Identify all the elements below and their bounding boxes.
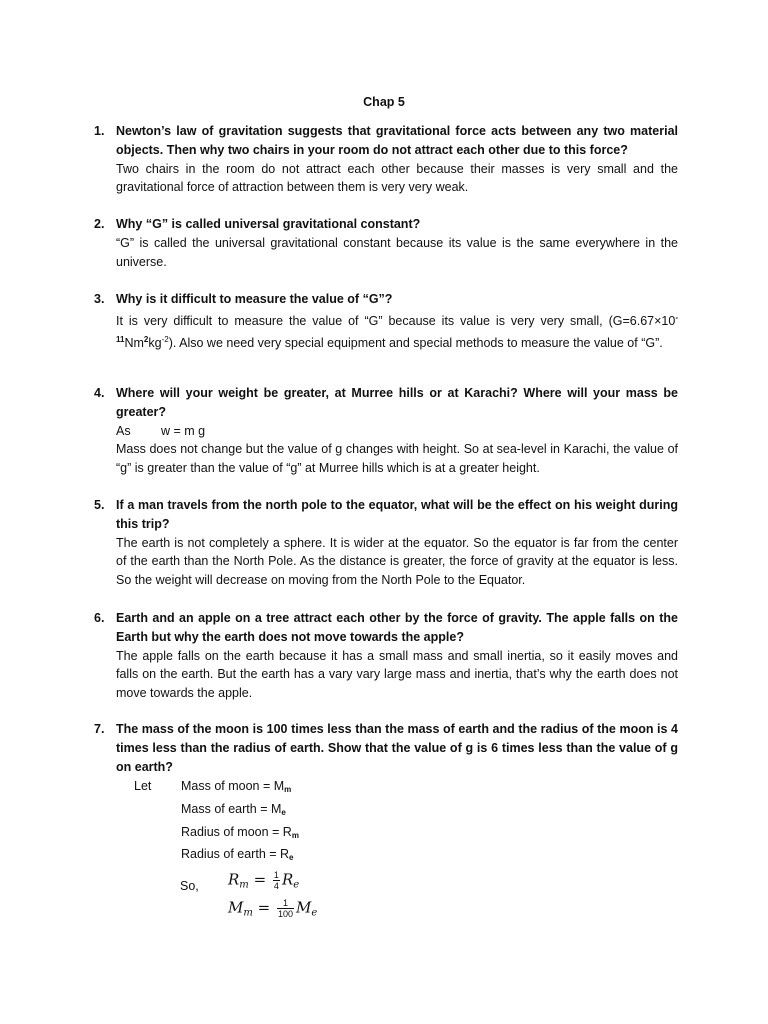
definition-subscript: m	[291, 830, 299, 840]
equation-radius	[228, 870, 299, 895]
question-number: 7.	[94, 722, 105, 736]
eq-lhs-subscript: m	[239, 879, 249, 891]
answer-text: The apple falls on the earth because it has a small mass and small inertia, so it easily moves and falls on the earth. But the earth has a vary vary large mass and inertia, that’s why the earth does not move towards the apple.	[116, 648, 678, 701]
question-7	[94, 720, 678, 776]
question-3	[94, 290, 678, 352]
answer-text: The earth is not completely a sphere. It is wider at the equator. So the equator is far from the center of the earth than the North Pole. As the distance is greater, the force of gravity at the equator is less. So the weight will decrease on moving from the North Pole to the Equator.	[116, 535, 678, 588]
question-text: The mass of the moon is 100 times less than the mass of earth and the radius of the moon is 4 times less than the radius of earth. Show that the value of g is 6 times less than the value of g on earth?	[116, 722, 678, 774]
eq-rhs-subscript: e	[311, 907, 318, 919]
question-text: Earth and an apple on a tree attract each other by the force of gravity. The apple falls on the Earth but why the earth does not move towards the apple?	[116, 611, 678, 644]
formula-close: )	[168, 335, 173, 350]
question-1	[94, 122, 678, 197]
variable-definitions	[181, 777, 299, 868]
exponent-3: -2	[161, 334, 169, 344]
eq-rhs-subscript: e	[293, 879, 300, 891]
definition-text: Radius of earth = R	[181, 847, 290, 862]
question-number: 4.	[94, 386, 105, 400]
fraction-numerator: 1	[273, 870, 279, 880]
fraction	[277, 898, 294, 919]
definition-subscript: e	[289, 853, 294, 863]
unit-kg: kg	[148, 335, 162, 350]
as-line	[116, 422, 678, 441]
answer-text: “G” is called the universal gravitational constant because its value is the same everywhere in the universe.	[116, 235, 678, 269]
unit-nm: Nm	[124, 335, 144, 350]
answer-text: Two chairs in the room do not attract each other because their masses is very small and the gravitational force of attraction between them is very very weak.	[116, 161, 678, 195]
answer-text: Mass does not change but the value of g changes with height. So at sea-level in Karachi, the value of “g” is greater than the value of “g” at Murree hills which is at a greater height.	[116, 442, 678, 476]
definition-row	[181, 777, 299, 800]
page-title: Chap 5	[363, 95, 405, 109]
question-text: Why is it difficult to measure the value of “G”?	[116, 292, 393, 306]
exponent-1: -11	[116, 312, 678, 344]
definition-subscript: m	[284, 785, 292, 794]
question-text: Newton’s law of gravitation suggests that gravitational force acts between any two material objects. Then why two chairs in your room do not attract each other due to this force?	[116, 124, 678, 157]
definition-text: Mass of moon = M	[181, 779, 285, 793]
question-number: 5.	[94, 498, 105, 512]
eq-lhs: M	[228, 898, 244, 917]
question-number: 1.	[94, 124, 105, 138]
eq-lhs: R	[228, 870, 240, 889]
eq-lhs-subscript: m	[243, 907, 253, 919]
fraction-numerator: 1	[277, 898, 294, 909]
question-4	[94, 384, 678, 478]
weight-formula: w = m g	[161, 423, 206, 438]
question-text: If a man travels from the north pole to the equator, what will be the effect on his weight during this trip?	[116, 498, 678, 531]
as-word: As	[116, 423, 131, 438]
answer-text	[116, 309, 678, 353]
definition-row	[181, 845, 299, 868]
question-6	[94, 609, 678, 703]
eq-rhs: R	[281, 870, 294, 889]
fraction-denominator: 100	[277, 909, 294, 919]
definition-subscript: e	[281, 807, 286, 817]
eq-equals: =	[253, 870, 267, 889]
question-number: 2.	[94, 217, 105, 231]
question-text: Why “G” is called universal gravitational constant?	[116, 217, 421, 231]
let-word: Let	[134, 779, 152, 793]
exponent-2: 2	[143, 334, 149, 344]
question-number: 3.	[94, 292, 105, 306]
question-text: Where will your weight be greater, at Murree hills or at Karachi? Where will your mass be greater?	[116, 386, 678, 419]
equation-mass	[228, 898, 317, 923]
fraction	[273, 870, 280, 891]
eq-equals: =	[257, 898, 271, 917]
definition-row	[181, 800, 299, 823]
eq-rhs: M	[296, 898, 312, 917]
question-5	[94, 496, 678, 590]
question-2	[94, 215, 678, 271]
definition-text: Radius of moon = R	[181, 824, 292, 839]
question-number: 6.	[94, 611, 105, 625]
formula-open: (G=6.67×10	[608, 313, 676, 328]
definition-text: Mass of earth = M	[181, 801, 282, 816]
so-word: So,	[180, 879, 199, 893]
fraction-denominator: 4	[273, 881, 279, 891]
definition-row	[181, 823, 299, 846]
answer-part-b: . Also we need very special equipment and special methods to measure the value of “G”.	[172, 335, 663, 350]
answer-part-a: It is very difficult to measure the value of “G” because its value is very very small,	[116, 313, 603, 328]
